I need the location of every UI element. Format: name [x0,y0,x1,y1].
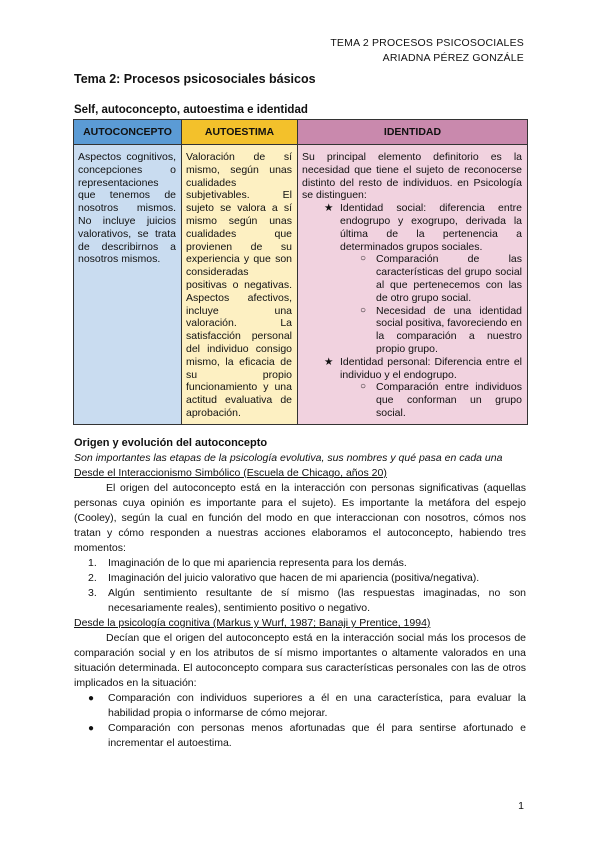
section-heading: Origen y evolución del autoconcepto [74,437,268,449]
list-item [302,356,522,420]
cell-identidad [298,145,528,425]
header-author: ARIADNA PÉREZ GONZÁLE [382,52,524,64]
circle-bullet-icon: ○ [360,304,367,316]
personal-sub-1: Comparación entre individuos que conforman un grupo social. [376,381,522,419]
circle-bullet-icon: ○ [360,381,367,393]
star-icon: ★ [324,202,334,215]
header-course: TEMA 2 PROCESOS PSICOSOCIALES [330,37,524,49]
cell-autoestima: Valoración de sí mismo, según unas cualidades subjetivables. El sujeto se valora a sí mismo según unas cualidades que provienen de su experiencia y que son consideradas positivas o negativas. Aspectos afectivos, incluye una valoración. La satisfacción personal del individuo consigo mismo, la eficacia de su propio funcionamiento y una actitud evaluativa de aprobación. [182,145,298,425]
interaccionismo-text: El origen del autoconcepto está en la interacción con personas significativas (aquellas personas cuya opinión es importante para el sujeto). Es importante la metáfora del espejo (Cooley), según la cual en función del modo en que interaccionan con nosotros, cómos nos tratan y cómo responden a nuestras acciones elaboramos el autoconcepto, habiendo tres momentos: [74,482,526,554]
concepts-table [73,119,528,425]
list-number: 3. [88,587,97,599]
interaccionismo-title: Desde el Interaccionismo Simbólico (Escuela de Chicago, años 20) [74,467,387,479]
list-item [302,381,522,419]
identidad-intro: Su principal elemento definitorio es la necesidad que tiene el sujeto de reconocerse distinto del resto de individuos. en Psicología se distinguen: [302,151,522,202]
header-autoestima: AUTOESTIMA [182,120,298,145]
header-autoconcepto: AUTOCONCEPTO [74,120,182,145]
circle-bullet-icon: ○ [360,253,367,265]
header-identidad: IDENTIDAD [298,120,528,145]
social-sub-1: Comparación de las características del grupo social al que pertenecemos con las de otro grupo social. [376,253,522,304]
star-icon: ★ [324,355,334,368]
personal-sublist [302,381,522,419]
cognitiva-text: Decían que el origen del autoconcepto está en la interacción social más los procesos de comparación social y en los atributos de sí mismo importantes o altamente valorados en una situación determinada. El autoconcepto compara sus características personales con las de otros implicados en la situación: [74,632,526,689]
page-number: 1 [518,800,524,812]
list-number: 1. [88,557,97,569]
section-intro: Son importantes las etapas de la psicología evolutiva, sus nombres y qué pasa en cada una [74,452,503,464]
bullet-icon: ● [88,693,95,704]
list-item [74,586,526,616]
list-item [302,202,522,356]
social-sub-2: Necesidad de una identidad social positiva, favoreciendo en la comparación a nuestro propio grupo. [376,304,522,355]
list-number: 2. [88,572,97,584]
list-item [74,571,526,586]
list-item [74,721,526,751]
moment-text: Algún sentimiento resultante de sí mismo (las respuestas imaginadas, no son necesariamente reales), sentimiento positivo o negativo. [108,587,526,614]
bullet-text: Comparación con personas menos afortunadas que él para sentirse afortunado e incrementar el autoestima. [108,722,526,749]
list-item [74,691,526,721]
page-header [330,36,524,66]
cell-autoconcepto: Aspectos cognitivos, concepciones o representaciones que tenemos de nosotros mismos. No incluye juicios valorativos, se trata de describirnos a nosotros mismos. [74,145,182,425]
moment-text: Imaginación de lo que mi apariencia representa para los demás. [108,557,407,569]
identidad-list [302,202,522,420]
page-title: Tema 2: Procesos psicosociales básicos [74,72,316,86]
comparison-list [74,691,526,751]
moment-text: Imaginación del juicio valorativo que hacen de mi apariencia (positiva/negativa). [108,572,480,584]
bullet-text: Comparación con individuos superiores a él en una característica, para evaluar la habilidad propia o informarse de cómo mejorar. [108,692,526,719]
list-item [302,253,522,304]
identidad-social: Identidad social: diferencia entre endogrupo y exogrupo, derivada la última de la pertenencia a determinados grupos sociales. [340,202,522,253]
identidad-personal: Identidad personal: Diferencia entre el individuo y el endogrupo. [340,355,522,381]
social-sublist [302,253,522,355]
list-item [74,556,526,571]
bullet-icon: ● [88,723,95,734]
moments-list [74,556,526,616]
cognitiva-title: Desde la psicología cognitiva (Markus y Wurf, 1987; Banaji y Prentice, 1994) [74,617,431,629]
table-subtitle: Self, autoconcepto, autoestima e identidad [74,104,308,116]
section-body [74,436,526,751]
list-item [302,305,522,356]
